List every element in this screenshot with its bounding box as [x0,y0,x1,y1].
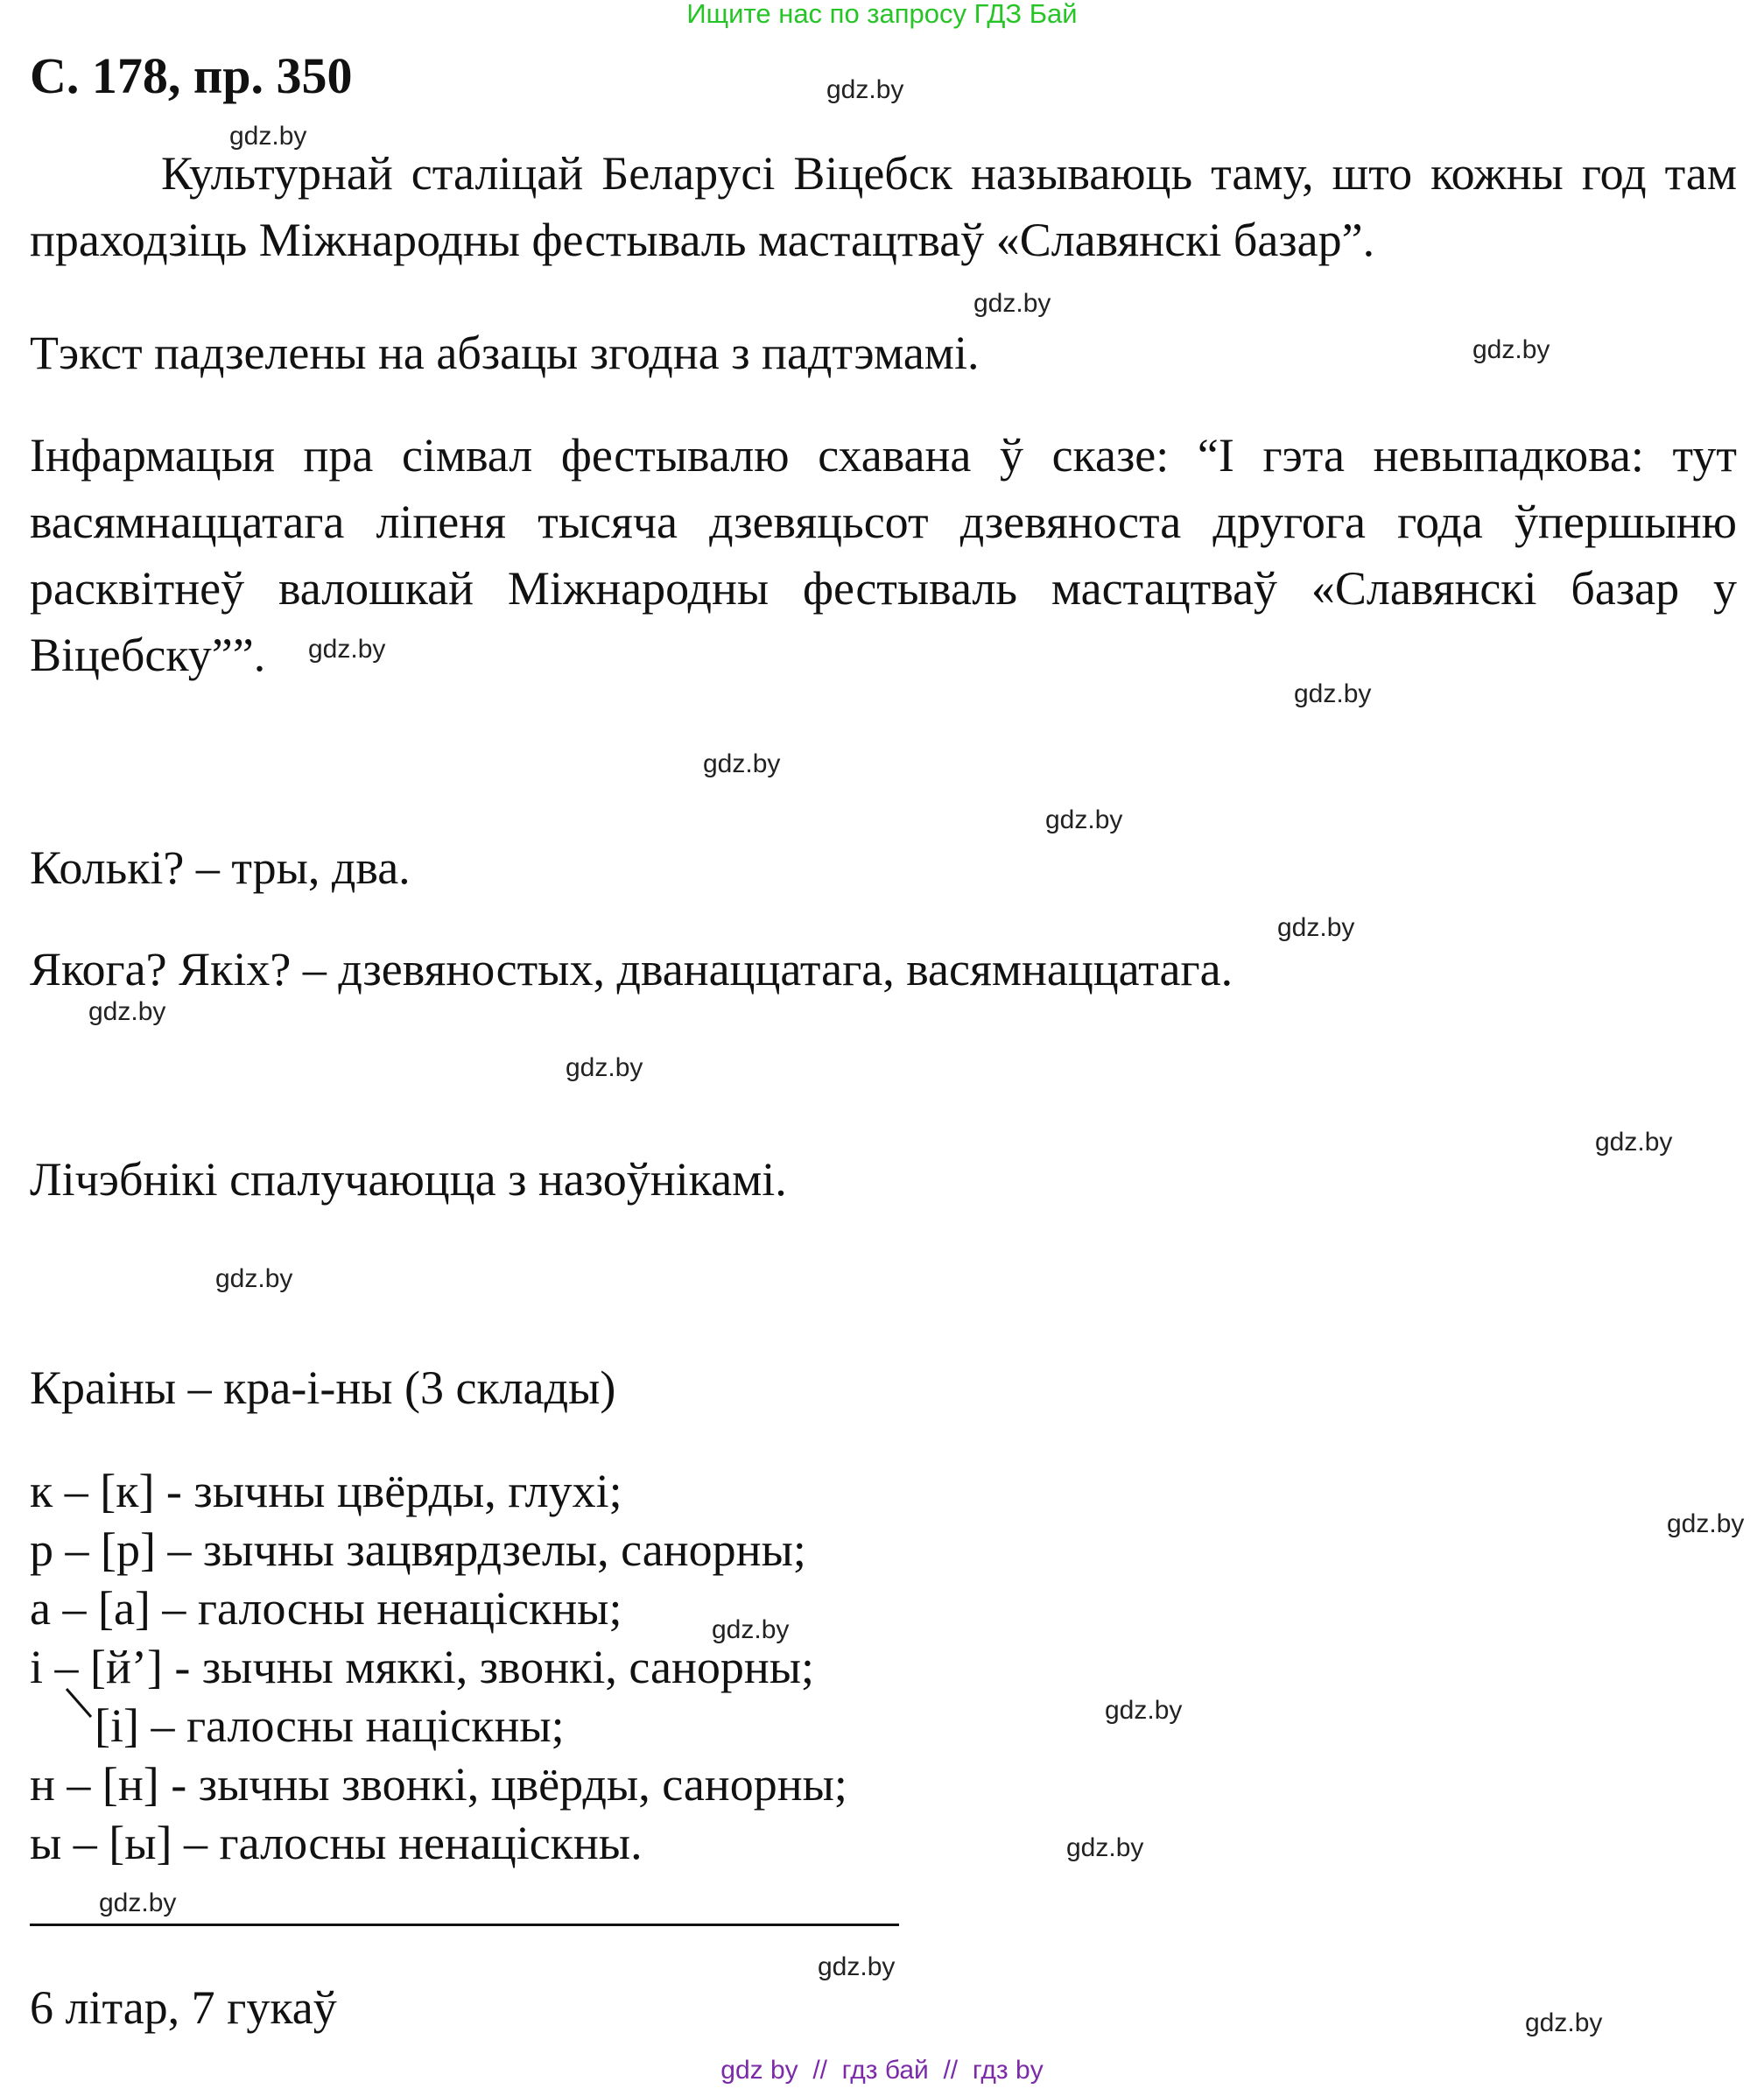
watermark: gdz.by [1066,1833,1144,1862]
phonetic-line: і – [й’] - зычны мяккі, звонкі, санорны; [30,1641,815,1693]
watermark: gdz.by [215,1264,293,1293]
watermark: gdz.by [1525,2008,1603,2037]
watermark: gdz.by [818,1952,896,1981]
phonetic-line: н – [н] - зычны звонкі, цвёрды, санорны; [30,1758,847,1811]
phonetic-line: а – [а] – галосны ненаціскны; [30,1582,622,1635]
branch-mark-icon [61,1685,96,1720]
watermark: gdz.by [1105,1696,1183,1725]
watermark: gdz.by [88,997,166,1026]
bottom-footer[interactable]: gdz by // гдз бай // гдз by [720,2056,1044,2085]
question-how-many: Колькі? – тры, два. [30,841,411,894]
paragraph-vitebsk: Культурнай сталіцай Беларусі Віцебск называюць таму, што кожны год там праходзіць Міжнародны фестываль мастацтваў «Славянскі базар”. [30,147,1737,266]
top-banner[interactable]: Ищите нас по запросу ГДЗ Бай [686,0,1078,29]
divider-line [30,1924,899,1926]
watermark: gdz.by [1294,679,1372,708]
watermark: gdz.by [1595,1128,1673,1157]
question-which: Якога? Якіх? – дзевяностых, дванаццатага, васямнаццатага. [30,943,1233,995]
watermark: gdz.by [1277,913,1355,942]
paragraph-numerals: Лічэбнікі спалучаюцца з назоўнікамі. [30,1153,787,1206]
watermark: gdz.by [973,289,1051,318]
syllable-split: Краіны – кра-і-ны (3 склады) [30,1361,616,1414]
watermark: gdz.by [712,1615,790,1644]
watermark: gdz.by [1045,805,1123,834]
watermark: gdz.by [1667,1509,1745,1538]
phonetic-line: к – [к] - зычны цвёрды, глухі; [30,1465,622,1517]
phonetic-line: р – [р] – зычны зацвярдзелы, санорны; [30,1523,806,1576]
phonetic-line: [і] – галосны націскны; [95,1699,565,1752]
page-title: С. 178, пр. 350 [30,47,353,104]
summary-letters-sounds: 6 літар, 7 гукаў [30,1981,337,2034]
paragraph-structure: Тэкст падзелены на абзацы згодна з падтэмамі. [30,327,980,379]
watermark: gdz.by [99,1889,177,1917]
watermark: gdz.by [566,1053,643,1082]
watermark: gdz.by [703,749,781,778]
watermark: gdz.by [308,635,386,664]
watermark: gdz.by [826,75,904,104]
paragraph-symbol: Інфармацыя пра сімвал фестывалю схавана ў сказе: “І гэта невыпадкова: тут васямнаццатага ліпеня тысяча дзевяцьсот дзевяноста другога года ўпершыню расквітнеў валошкай Міжнародны фестываль мастацтваў «Славянскі базар у Віцебску””. [30,429,1737,681]
watermark: gdz.by [1472,335,1550,364]
phonetic-line: ы – [ы] – галосны ненаціскны. [30,1817,643,1869]
watermark: gdz.by [229,122,307,151]
